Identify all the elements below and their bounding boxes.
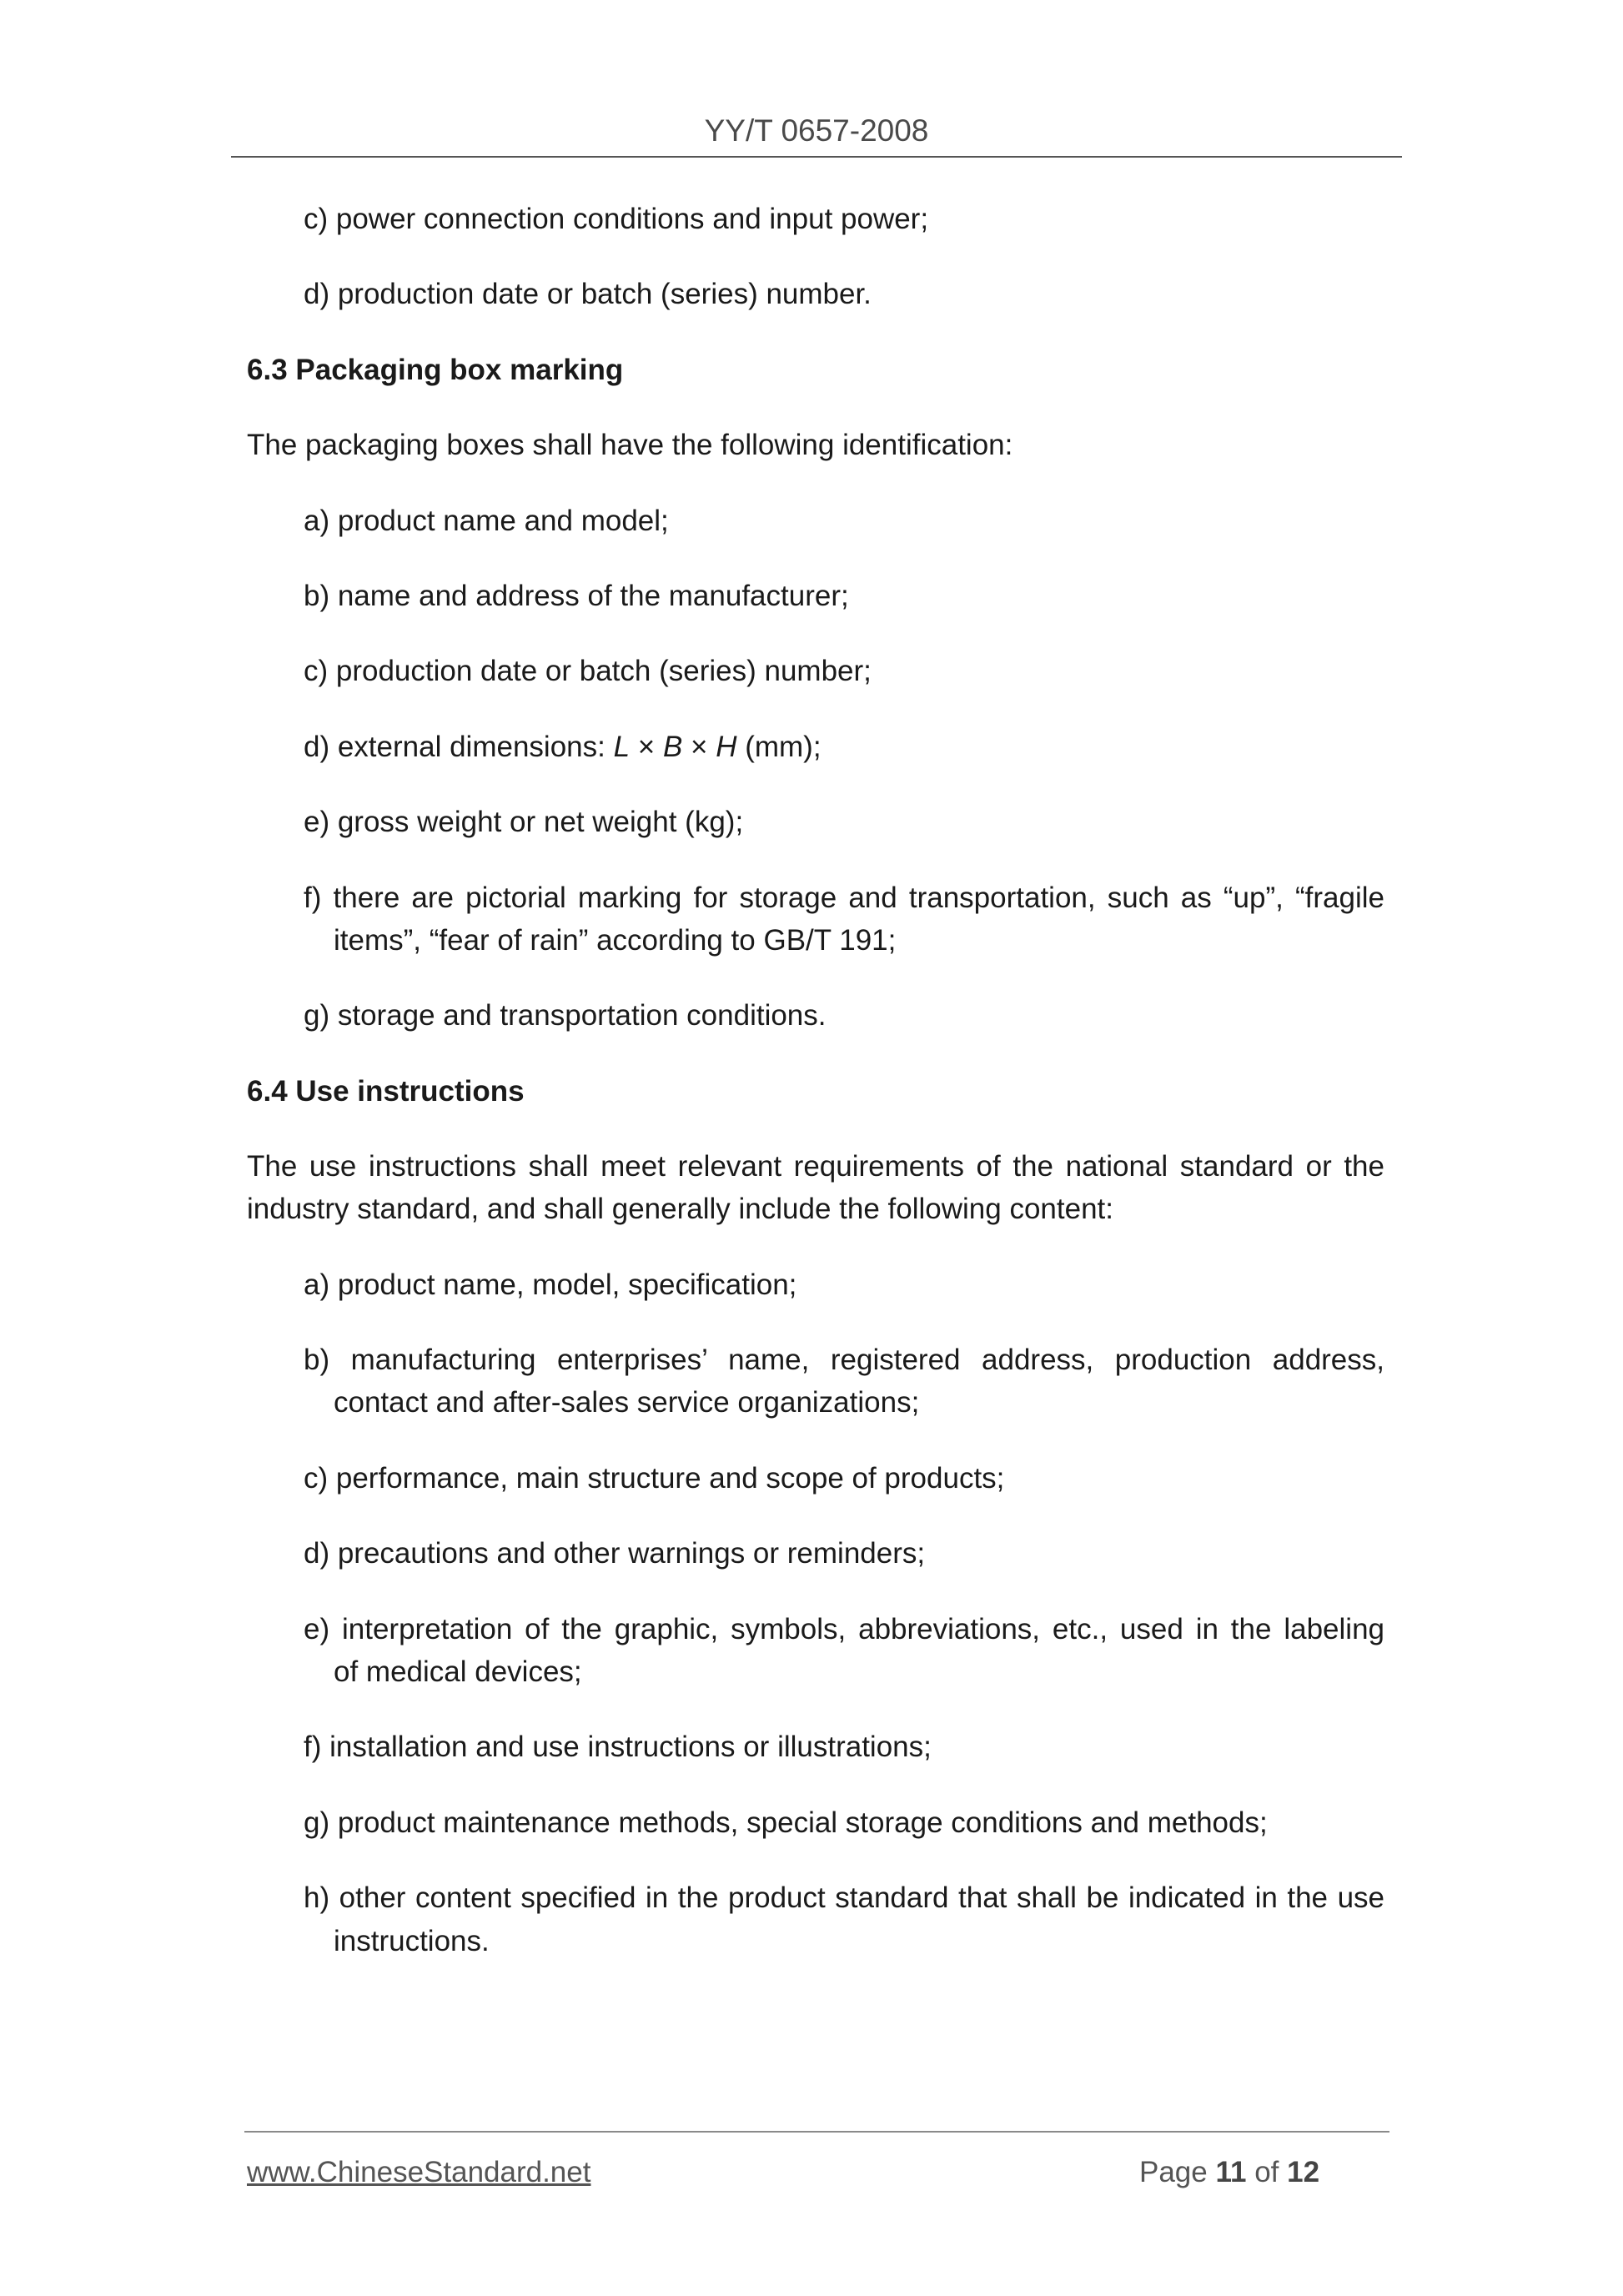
section-heading-6-3: 6.3 Packaging box marking <box>247 354 624 386</box>
section-6-4-intro-line1: The use instructions shall meet relevant requirements of the national standard or the <box>247 1150 1384 1183</box>
list-item-c-power: c) power connection conditions and input power; <box>304 203 929 235</box>
list-item-6-4-e-line2: of medical devices; <box>334 1655 582 1688</box>
footer-rule <box>244 2131 1389 2133</box>
list-item-6-4-h-line2: instructions. <box>334 1925 490 1957</box>
page-label: Page <box>1139 2156 1216 2188</box>
section-6-4-intro-line2: industry standard, and shall generally include the following content: <box>247 1193 1113 1225</box>
footer-website-link[interactable]: www.ChineseStandard.net <box>247 2156 591 2188</box>
list-item-6-4-c: c) performance, main structure and scope of products; <box>304 1462 1005 1495</box>
list-item-6-3-a: a) product name and model; <box>304 505 669 537</box>
dimension-label: d) external dimensions: <box>304 731 614 763</box>
section-6-3-intro: The packaging boxes shall have the following identification: <box>247 429 1013 461</box>
list-item-6-4-b-line2: contact and after-sales service organizations; <box>334 1386 920 1419</box>
section-heading-6-4: 6.4 Use instructions <box>247 1075 525 1108</box>
list-item-6-3-f-line2: items”, “fear of rain” according to GB/T 191; <box>334 924 897 957</box>
list-item-6-4-h-line1: h) other content specified in the product standard that shall be indicated in the use <box>304 1882 1384 1914</box>
list-item-6-3-d <box>304 732 822 761</box>
list-item-6-3-c: c) production date or batch (series) number; <box>304 655 872 687</box>
list-item-6-3-f-line1: f) there are pictorial marking for storage and transportation, such as “up”, “fragile <box>304 882 1384 914</box>
list-item-d-production-date: d) production date or batch (series) number. <box>304 278 872 310</box>
list-item-6-3-g: g) storage and transportation conditions. <box>304 999 827 1032</box>
footer-page-number <box>1139 2158 1319 2187</box>
list-item-6-3-e: e) gross weight or net weight (kg); <box>304 806 744 838</box>
list-item-6-4-a: a) product name, model, specification; <box>304 1269 797 1301</box>
list-item-6-4-g: g) product maintenance methods, special storage conditions and methods; <box>304 1806 1268 1839</box>
dimension-L: L <box>613 731 631 763</box>
page-current: 11 <box>1215 2156 1247 2188</box>
times-sign: × <box>630 731 663 763</box>
dimension-unit: (mm); <box>736 731 822 763</box>
list-item-6-4-b-line1: b) manufacturing enterprises’ name, registered address, production address, <box>304 1344 1384 1376</box>
dimension-B: B <box>662 731 683 763</box>
list-item-6-4-d: d) precautions and other warnings or reminders; <box>304 1537 926 1570</box>
dimension-H: H <box>716 731 737 763</box>
page-total: 12 <box>1287 2156 1320 2188</box>
page-of-label: of <box>1246 2156 1288 2188</box>
list-item-6-4-f: f) installation and use instructions or illustrations; <box>304 1731 932 1763</box>
document-number-header: YY/T 0657-2008 <box>704 113 929 148</box>
list-item-6-4-e-line1: e) interpretation of the graphic, symbols, abbreviations, etc., used in the labeling <box>304 1613 1384 1645</box>
header-rule <box>231 156 1402 158</box>
times-sign: × <box>682 731 716 763</box>
list-item-6-3-b: b) name and address of the manufacturer; <box>304 580 849 612</box>
